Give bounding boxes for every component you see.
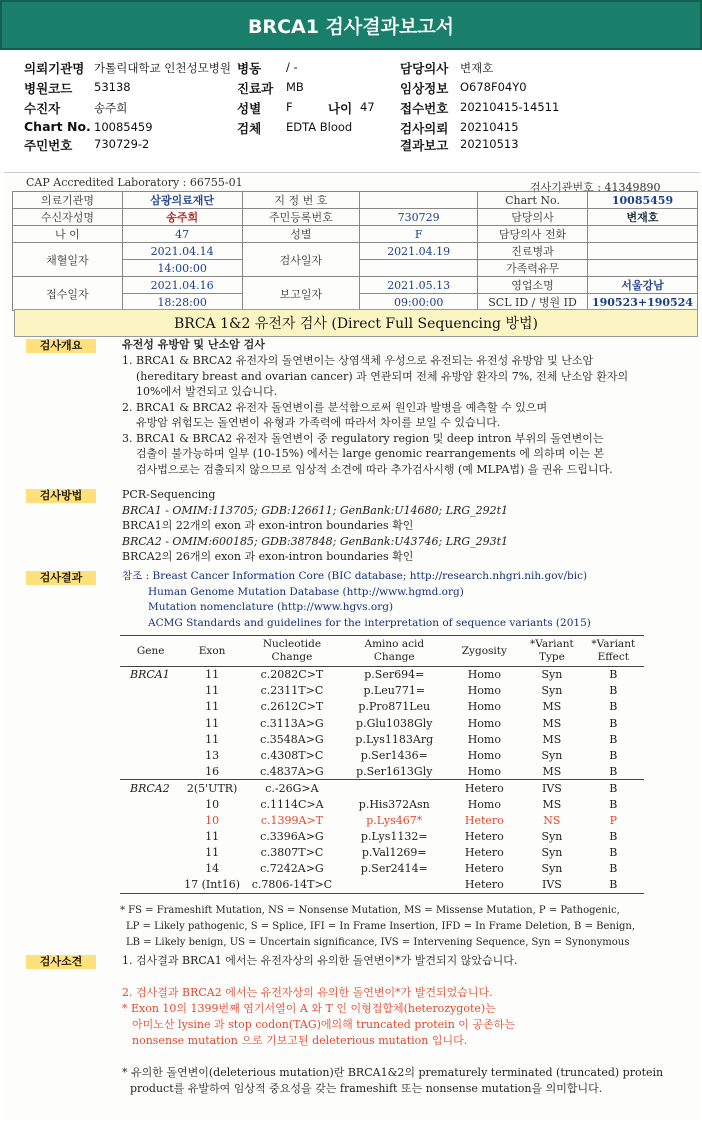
request-value: 20210415 [460,120,519,134]
test-banner-text: BRCA 1&2 유전자 검사 (Direct Full Sequencing 방법) [174,316,538,332]
variant-row [120,861,644,877]
variant-row [120,667,644,683]
sex-value: F [286,100,293,114]
variant-cell-aa: p.Lys1183Arg [355,732,434,746]
variant-cell-exon: 2(5'UTR) [181,780,242,796]
finding-red-line: * Exon 10의 1399번째 염기서열이 A 와 T 인 이형접합체(heterozygote)는 [122,1002,496,1015]
variant-table-bottom-rule [120,893,644,894]
method-line: BRCA2의 26개의 exon 과 exon-intron boundaries 확인 [122,550,414,563]
phone-value [587,226,697,243]
org-label: 의료기관명 [13,192,123,209]
finding-note-line: * 유의한 돌연변이(deleterious mutation)란 BRCA1&2의 prematurely terminated (truncated) protein [122,1066,664,1079]
method-line: BRCA2 - OMIM:600185; GDB:387848; GenBank:U43746; LRG_293t1 [122,534,509,548]
branch-value: 서울강남 [587,277,697,294]
lab-age-label: 나 이 [13,226,123,243]
footnotes [120,903,635,951]
report-label: 보고일자 [242,277,360,311]
variant-cell-type: MS [542,764,562,778]
references [122,569,591,631]
variant-cell-aa: p.Ser694= [364,668,425,682]
report-date: 2021.05.13 [360,277,478,294]
variant-row [120,683,644,699]
variant-row [120,877,644,893]
clinical-no-value: O678F04Y0 [460,80,527,94]
variant-cell-effect: B [609,668,618,682]
overview-body [122,353,628,477]
lab-dept-value [587,243,697,260]
variant-cell-exon: 17 (Int16) [184,878,241,892]
variant-cell-exon: 14 [205,862,220,876]
variant-row [120,764,644,780]
overview-line: 2. BRCA1 & BRCA2 유전자 돌연변이를 분석함으로써 원인과 발병을 예측할 수 있으며 [122,400,548,414]
variant-cell-gene: BRCA2 [120,780,181,796]
variant-cell-type: Syn [541,829,563,843]
variant-cell-aa: p.Leu771= [363,684,426,698]
variant-table [120,635,644,894]
method-line: BRCA1의 22개의 exon 과 exon-intron boundaries 확인 [122,519,414,532]
variant-cell-nuc: c.3807T>C [260,846,324,860]
variant-cell-nuc: c.7242A>G [260,862,324,876]
name-value: 송주희 [122,209,242,226]
variant-cell-nuc: c.2311T>C [260,684,324,698]
chart-label: Chart No. [24,119,91,134]
variant-cell-nuc: c.2612C>T [260,700,324,714]
variant-cell-effect: P [609,813,617,827]
doctor-value: 변재호 [460,61,494,75]
variant-cell-gene [120,796,181,812]
receipt-value: 20210415-14511 [460,100,560,114]
variant-cell-type: Syn [541,668,563,682]
overview-title: 유전성 유방암 및 난소암 검사 [122,338,265,351]
overview-line: 검출이 불가능하며 일부 (10-15%) 에서는 large genomic rearrangements 에 의하며 이는 본 [136,447,605,460]
resident-label: 주민번호 [24,138,73,153]
variant-row [120,747,644,763]
report-date-label: 결과보고 [400,138,449,153]
designate-label: 지 정 번 호 [242,192,360,209]
col-variant-effect: *Variant Effect [583,636,644,667]
finding-red-line: nonsense mutation 으로 기보고된 deleterious mutation 입니다. [132,1034,468,1047]
variant-cell-effect: B [609,749,618,763]
doctor-label: 담당의사 [400,61,449,76]
result-label: 검사결과 [26,571,96,585]
variant-cell-type: MS [542,797,562,811]
family-value [587,260,697,277]
col-exon: Exon [181,636,242,667]
lab-info-table [12,191,698,311]
specimen-value: EDTA Blood [286,120,353,134]
institution-label: 의뢰기관명 [24,61,85,76]
lab-sex-value: F [360,226,478,243]
variant-cell-aa: p.Glu1038Gly [356,716,433,730]
variant-row [120,731,644,747]
overview-line: 3. BRCA1 & BRCA2 유전자 돌연변이 중 regulatory region 및 deep intron 부위의 돌연변이는 [122,431,604,445]
variant-row [120,780,644,796]
variant-cell-gene [120,845,181,861]
collect-time: 14:00:00 [122,260,242,277]
variant-cell-type: Syn [541,684,563,698]
variant-cell-aa: p.His372Asn [358,797,430,811]
variant-cell-aa: p.Val1269= [361,846,427,860]
variant-cell-aa: p.Ser1613Gly [356,764,433,778]
hospital-code-value: 53138 [94,80,131,94]
variant-row [120,812,644,828]
variant-cell-exon: 11 [205,732,220,746]
variant-cell-effect: B [609,700,618,714]
variant-cell-type: Syn [541,862,563,876]
receive-date: 2021.04.16 [122,277,242,294]
receive-label: 접수일자 [13,277,123,311]
variant-cell-exon: 11 [205,829,220,843]
variant-cell-gene: BRCA1 [130,668,170,682]
variant-cell-type: IVS [521,780,582,796]
method-label: 검사방법 [26,489,96,503]
report-title: BRCA1 검사결과보고서 [0,0,702,50]
method-body [122,487,508,565]
cap-accreditation: CAP Accredited Laboratory : 66755-01 [26,176,243,189]
variant-cell-effect: B [609,684,618,698]
ward-value: / - [286,60,298,74]
test-banner [14,309,698,337]
col-zygosity: Zygosity [448,636,522,667]
rrn-value: 730729 [360,209,478,226]
variant-cell-exon: 11 [205,846,220,860]
dept-value: MB [286,80,304,94]
variant-cell-effect: B [609,764,618,778]
reference-line: ACMG Standards and guidelines for the interpretation of sequence variants (2015) [148,616,591,629]
lab-chart-value: 10085459 [587,192,697,209]
variant-row [120,796,644,812]
overview-line: 유방암 위험도는 돌연변이 유형과 가족력에 따라서 차이를 보일 수 있습니다. [136,416,501,429]
variant-cell-zyg: Homo [467,668,501,682]
variant-cell-zyg: Hetero [464,829,504,843]
chart-value: 10085459 [94,120,153,134]
variant-cell-nuc: c.3396A>G [260,829,324,843]
overview-label: 검사개요 [26,339,96,353]
receipt-label: 접수번호 [400,101,449,116]
reference-line: Mutation nomenclature (http://www.hgvs.org) [148,601,394,613]
variant-cell-zyg: Homo [467,684,501,698]
variant-cell-aa: p.Ser1436= [360,749,428,763]
variant-cell-effect: B [609,716,618,730]
variant-cell-zyg: Homo [467,716,501,730]
lab-age-value: 47 [122,226,242,243]
variant-cell-type: MS [542,716,562,730]
lab-dept-label: 진료병과 [478,243,588,260]
variant-cell-zyg: Homo [467,764,501,778]
variant-rows [120,667,644,895]
variant-cell-type: Syn [541,846,563,860]
specimen-label: 검체 [237,121,262,136]
variant-cell-exon: 11 [205,684,220,698]
footnote-line: LP = Likely pathogenic, S = Splice, IFI = In Frame Insertion, IFD = In Frame Deletion, B = Benign, [126,921,636,932]
age-value: 47 [360,100,375,114]
variant-cell-type: Syn [541,749,563,763]
variant-cell-type: MS [542,700,562,714]
variant-cell-type: NS [543,813,561,827]
scl-label: SCL ID / 병원 ID [478,294,588,311]
resident-value: 730729-2 [94,137,150,151]
scl-value: 190523+190524 [587,294,697,311]
variant-cell-zyg: Homo [467,732,501,746]
overview-line: 검사법으로는 검출되지 않으므로 임상적 소견에 따라 추가검사시행 (예 MLPA법) 을 권유 드립니다. [136,462,613,476]
variant-cell-zyg: Homo [467,797,501,811]
findings-red [122,985,515,1049]
rrn-label: 주민등록번호 [242,209,360,226]
variant-cell-type: MS [542,732,562,746]
age-label: 나이 [328,101,353,116]
report-time: 09:00:00 [360,294,478,311]
variant-cell-gene [120,747,181,763]
variant-cell-zyg: Homo [467,749,501,763]
variant-cell-exon: 13 [205,749,220,763]
col-amino-acid: Amino acid Change [341,636,447,667]
variant-cell-nuc: c.2082C>T [260,668,324,682]
overview-line: (hereditary breast and ovarian cancer) 과 연관되며 전체 유방암 환자의 7%, 전체 난소암 환자의 [136,369,629,383]
family-label: 가족력유무 [478,260,588,277]
variant-cell-gene [120,828,181,844]
lab-number: 검사기관번호 : 41349890 [530,181,661,194]
variant-cell-gene [120,861,181,877]
col-nucleotide: Nucleotide Change [243,636,341,667]
collect-date: 2021.04.14 [122,243,242,260]
variant-cell-exon: 11 [205,716,220,730]
finding-red-line: 2. 검사결과 BRCA2 에서는 유전자상의 유의한 돌연변이*가 발견되었습니다. [122,986,493,999]
variant-cell-effect: B [609,797,618,811]
overview-line: 10%에서 발견되고 있습니다. [136,385,278,398]
variant-cell-gene [120,877,181,893]
variant-cell-gene [120,715,181,731]
lab-chart-label: Chart No. [478,192,588,209]
lab-report [4,172,700,1120]
finding-note-line: product를 유발하여 임상적 중요성을 갖는 frameshift 또는 nonsense mutation을 의미합니다. [130,1082,603,1095]
lab-sex-label: 성별 [242,226,360,243]
variant-cell-gene [120,699,181,715]
variant-cell-effect: B [583,780,644,796]
lab-doctor-value: 변재호 [587,209,697,226]
variant-cell-gene [120,731,181,747]
variant-row [120,699,644,715]
variant-cell-nuc: c.1399A>T [260,813,324,827]
reference-line: 참조 : Breast Cancer Information Core (BIC database; http://research.nhgri.nih.gov/bic) [122,570,588,582]
lab-doctor-label: 담당의사 [478,209,588,226]
test-date-label: 검사일자 [242,243,360,277]
branch-label: 영업소명 [478,277,588,294]
variant-row [120,845,644,861]
variant-cell-effect: B [609,846,618,860]
test-date-empty [360,260,478,277]
variant-cell-effect: B [609,862,618,876]
variant-cell-nuc: c.-26G>A [243,780,341,796]
variant-cell-zyg: Hetero [464,846,504,860]
reference-line: Human Genome Mutation Database (http://www.hgmd.org) [148,585,464,598]
variant-cell-zyg: Hetero [448,780,522,796]
variant-cell-exon: 11 [205,700,220,714]
clinical-no-label: 임상정보 [400,81,449,96]
designate-value [360,192,478,209]
col-gene: Gene [120,636,181,667]
variant-row [120,828,644,844]
method-line: BRCA1 - OMIM:113705; GDB:126611; GenBank:U14680; LRG_292t1 [122,503,509,517]
variant-row [120,715,644,731]
variant-cell-aa: p.Ser2414= [360,862,428,876]
variant-cell-effect: B [609,878,618,892]
findings-line-1: 1. 검사결과 BRCA1 에서는 유전자상의 유의한 돌연변이*가 발견되지 않았습니다. [122,954,518,967]
variant-cell-nuc: c.7806-14T>C [251,878,333,892]
variant-cell-nuc: c.4837A>G [260,764,324,778]
institution-value: 가톨릭대학교 인천성모병원 [94,61,231,75]
variant-cell-aa: p.Pro871Leu [358,700,431,714]
test-date-value: 2021.04.19 [360,243,478,260]
col-variant-type: *Variant Type [521,636,582,667]
variant-cell-aa: p.Lys1132= [360,829,428,843]
ward-label: 병동 [237,61,262,76]
variant-cell-zyg: Hetero [464,862,504,876]
variant-cell-nuc: c.3548A>G [260,732,324,746]
variant-cell-gene [120,683,181,699]
variant-cell-effect: B [609,732,618,746]
variant-cell-exon: 16 [205,764,220,778]
org-value: 삼광의료재단 [122,192,242,209]
patient-label: 수진자 [24,101,61,116]
variant-cell-aa [341,877,447,893]
variant-cell-aa: p.Lys467* [366,813,423,827]
report-date-value: 20210513 [460,137,519,151]
findings-label: 검사소견 [26,955,96,969]
variant-cell-effect: B [609,829,618,843]
variant-cell-exon: 11 [205,668,220,682]
variant-cell-gene [120,764,181,780]
overview-line: 1. BRCA1 & BRCA2 유전자의 돌연변이는 상염색체 우성으로 유전되는 유전성 유방암 및 난소암 [122,354,594,367]
receive-time: 18:28:00 [122,294,242,311]
variant-cell-zyg: Hetero [464,878,504,892]
variant-cell-zyg: Homo [467,700,501,714]
sex-label: 성별 [237,101,262,116]
hospital-code-label: 병원코드 [24,81,73,96]
footnote-line: LB = Likely benign, US = Uncertain significance, IVS = Intervening Sequence, Syn = Synonymous [126,937,630,948]
variant-cell-nuc: c.3113A>G [260,716,324,730]
patient-header [0,52,702,152]
collect-label: 채혈일자 [13,243,123,277]
footnote-line: * FS = Frameshift Mutation, NS = Nonsense Mutation, MS = Missense Mutation, P = Pathogenic, [120,905,620,916]
phone-label: 담당의사 전화 [478,226,588,243]
method-line: PCR-Sequencing [122,488,216,501]
variant-cell-aa [341,780,447,796]
variant-cell-nuc: c.1114C>A [260,797,324,811]
findings-note [122,1065,663,1097]
dept-label: 진료과 [237,81,274,96]
variant-cell-exon: 10 [205,813,220,827]
variant-cell-type: IVS [541,878,562,892]
finding-red-line: 아미노산 lysine 과 stop codon(TAG)에의해 truncated protein 이 공존하는 [132,1018,515,1031]
request-label: 검사의뢰 [400,121,449,136]
name-label: 수신자성명 [13,209,123,226]
variant-cell-gene [120,812,181,828]
patient-value: 송주희 [94,101,128,115]
variant-cell-zyg: Hetero [464,813,504,827]
variant-cell-exon: 10 [205,797,220,811]
variant-cell-nuc: c.4308T>C [260,749,324,763]
